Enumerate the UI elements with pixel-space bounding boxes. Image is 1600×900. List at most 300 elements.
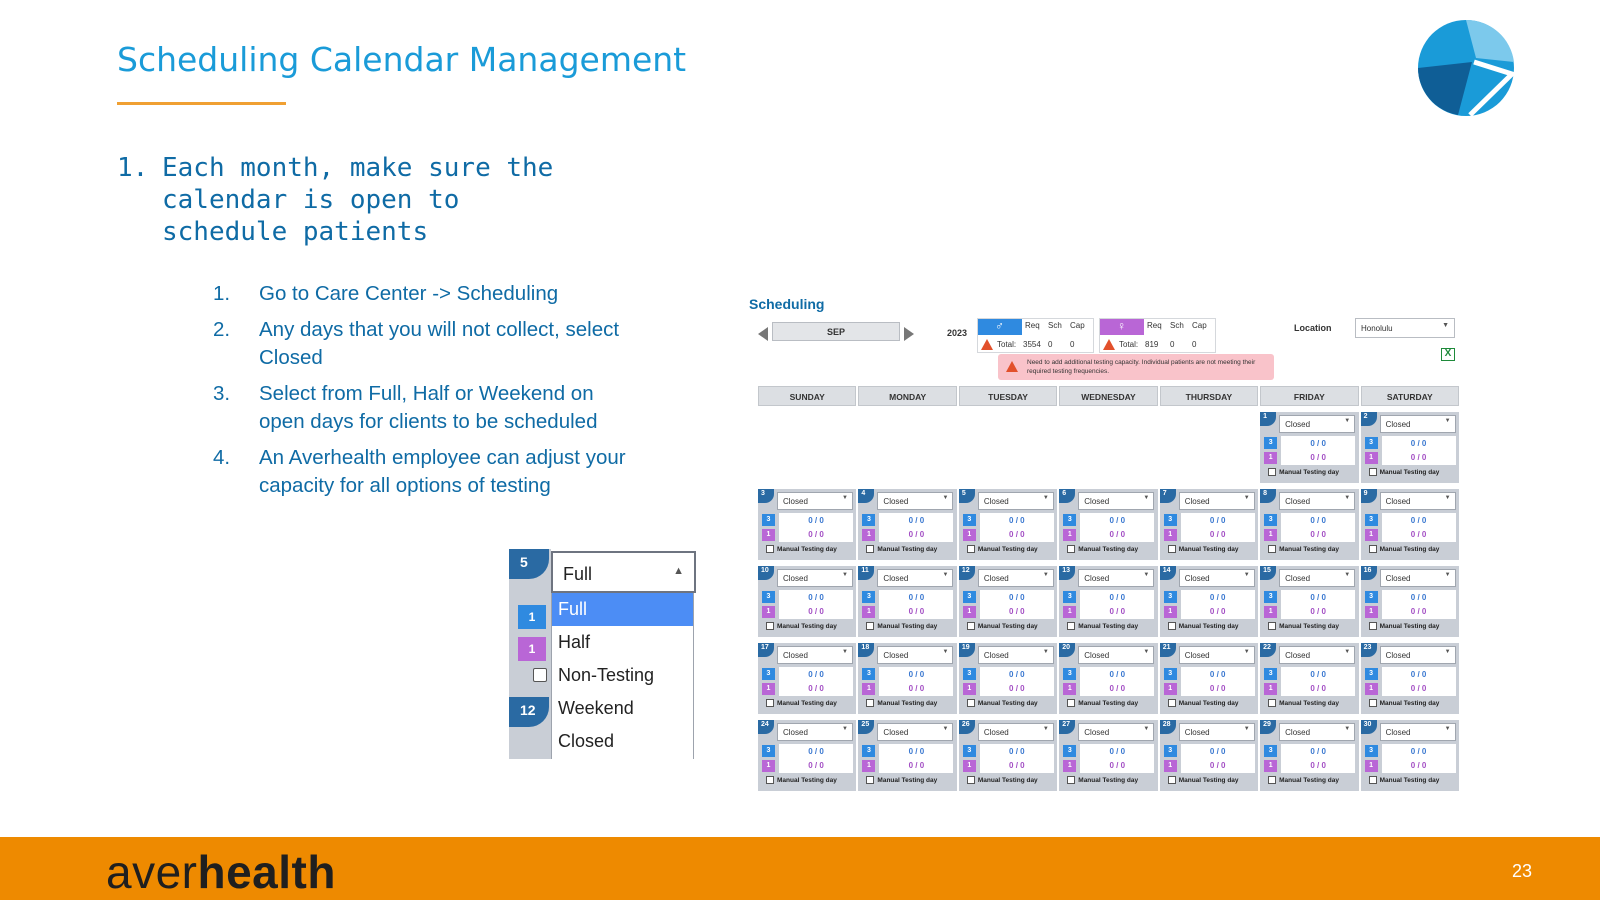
manual-testing-label: Manual Testing day xyxy=(1379,545,1440,553)
capacity-values xyxy=(1181,590,1255,619)
male-capacity-badge: 3 xyxy=(762,591,775,603)
male-capacity-badge: 3 xyxy=(762,514,775,526)
manual-testing-toggle[interactable] xyxy=(866,776,937,784)
capacity-options-list xyxy=(551,593,694,759)
manual-testing-checkbox[interactable] xyxy=(967,699,975,707)
day-number: 27 xyxy=(1059,720,1075,734)
capacity-select[interactable] xyxy=(551,551,696,593)
female-total-label: Total: xyxy=(1119,340,1139,349)
manual-testing-checkbox[interactable] xyxy=(866,776,874,784)
day-status-value: Closed xyxy=(883,651,909,660)
female-capacity-badge: 1 xyxy=(862,683,875,695)
calendar-day-cell xyxy=(1260,643,1358,714)
day-of-week-header: SUNDAY xyxy=(758,386,856,406)
manual-testing-toggle[interactable] xyxy=(766,545,837,553)
day-number: 4 xyxy=(858,489,874,503)
day-number: 29 xyxy=(1260,720,1276,734)
manual-testing-label: Manual Testing day xyxy=(877,776,938,784)
female-capacity-badge: 1 xyxy=(963,760,976,772)
day-status-select[interactable] xyxy=(1380,492,1456,510)
calendar-empty-cell xyxy=(959,412,1057,483)
manual-testing-checkbox[interactable] xyxy=(1168,776,1176,784)
capacity-values xyxy=(1080,590,1154,619)
male-capacity-value: 0 / 0 xyxy=(1009,670,1025,679)
manual-testing-toggle[interactable] xyxy=(967,622,1038,630)
manual-testing-label: Manual Testing day xyxy=(1178,622,1239,630)
capacity-values xyxy=(1281,436,1355,465)
scheduling-heading: Scheduling xyxy=(749,296,825,312)
day-status-select[interactable] xyxy=(877,569,953,587)
female-req-header: Req xyxy=(1147,321,1162,330)
calendar-empty-cell xyxy=(858,412,956,483)
manual-testing-checkbox[interactable] xyxy=(866,622,874,630)
manual-testing-toggle[interactable] xyxy=(766,776,837,784)
calendar-day-cell xyxy=(1361,566,1459,637)
calendar-empty-cell xyxy=(1160,412,1258,483)
scheduling-panel xyxy=(744,294,1477,792)
manual-testing-checkbox[interactable] xyxy=(1369,622,1377,630)
male-capacity-value: 0 / 0 xyxy=(1009,516,1025,525)
day-number: 30 xyxy=(1361,720,1377,734)
male-capacity-value: 0 / 0 xyxy=(1209,516,1226,525)
manual-testing-toggle[interactable] xyxy=(1268,776,1339,784)
day-status-select[interactable] xyxy=(877,492,953,510)
manual-testing-toggle[interactable] xyxy=(1369,622,1440,630)
manual-testing-toggle[interactable] xyxy=(967,776,1038,784)
manual-testing-toggle[interactable] xyxy=(866,545,937,553)
day-status-value: Closed xyxy=(1385,651,1411,660)
day-of-week-header: MONDAY xyxy=(858,386,956,406)
male-capacity-badge: 3 xyxy=(1264,745,1277,757)
manual-testing-toggle[interactable] xyxy=(1268,622,1339,630)
chevron-down-icon: ▼ xyxy=(1344,649,1351,655)
day-status-select[interactable] xyxy=(1279,415,1355,433)
manual-testing-toggle[interactable] xyxy=(1268,468,1339,476)
day-status-select[interactable] xyxy=(877,723,953,741)
calendar-day-cell xyxy=(858,720,956,791)
inset-manual-checkbox[interactable] xyxy=(533,668,547,682)
manual-testing-label: Manual Testing day xyxy=(1279,622,1339,630)
day-status-value: Closed xyxy=(1184,497,1210,506)
female-sch-value: 0 xyxy=(1170,340,1175,349)
female-capacity-value: 0 / 0 xyxy=(1410,530,1427,539)
calendar-day-cell xyxy=(1160,720,1258,791)
female-capacity-badge: 1 xyxy=(1164,529,1177,541)
brand-logo xyxy=(106,845,336,899)
capacity-select-value: Full xyxy=(563,564,593,584)
manual-testing-checkbox[interactable] xyxy=(766,699,774,707)
location-select[interactable] xyxy=(1355,318,1455,338)
manual-testing-toggle[interactable] xyxy=(1168,776,1239,784)
day-status-value: Closed xyxy=(983,497,1009,506)
male-capacity-badge: 3 xyxy=(1164,668,1177,680)
day-status-select[interactable] xyxy=(777,492,853,510)
manual-testing-checkbox[interactable] xyxy=(1268,545,1276,553)
capacity-values xyxy=(1281,590,1355,619)
manual-testing-checkbox[interactable] xyxy=(967,776,975,784)
day-number: 21 xyxy=(1160,643,1176,657)
manual-testing-checkbox[interactable] xyxy=(1369,699,1377,707)
day-status-select[interactable] xyxy=(1078,646,1154,664)
day-status-value: Closed xyxy=(783,497,808,506)
sub-step-item xyxy=(213,444,633,500)
female-capacity-badge: 1 xyxy=(1164,683,1177,695)
day-status-select[interactable] xyxy=(777,646,853,664)
manual-testing-toggle[interactable] xyxy=(1268,545,1339,553)
calendar-day-cell xyxy=(1260,412,1358,483)
chevron-down-icon: ▼ xyxy=(1444,649,1451,655)
male-capacity-value: 0 / 0 xyxy=(908,593,925,602)
day-status-select[interactable] xyxy=(1279,569,1355,587)
calendar-day-cell xyxy=(758,643,856,714)
female-capacity-badge: 1 xyxy=(1063,529,1076,541)
manual-testing-toggle[interactable] xyxy=(1067,776,1138,784)
sub-step-number: 3. xyxy=(213,382,231,405)
day-number: 22 xyxy=(1260,643,1276,657)
day-status-select[interactable] xyxy=(1179,646,1255,664)
capacity-option[interactable]: Non-Testing xyxy=(558,665,655,685)
manual-testing-checkbox[interactable] xyxy=(1268,622,1276,630)
capacity-values xyxy=(879,744,953,773)
day-status-select[interactable] xyxy=(777,569,853,587)
chevron-down-icon: ▼ xyxy=(942,572,949,578)
manual-testing-checkbox[interactable] xyxy=(1168,545,1176,553)
day-of-week-header: WEDNESDAY xyxy=(1059,386,1157,406)
day-status-value: Closed xyxy=(1385,420,1411,429)
female-req-value: 819 xyxy=(1145,340,1159,349)
manual-testing-toggle[interactable] xyxy=(967,699,1038,707)
male-req-value: 3554 xyxy=(1023,340,1041,349)
capacity-option[interactable]: Half xyxy=(558,632,591,652)
male-capacity-value: 0 / 0 xyxy=(1009,593,1025,602)
manual-testing-checkbox[interactable] xyxy=(967,545,975,553)
male-capacity-value: 0 / 0 xyxy=(808,670,824,679)
male-capacity-value: 0 / 0 xyxy=(908,747,925,756)
inset-female-badge: 1 xyxy=(518,637,546,661)
sub-step-item xyxy=(213,380,633,436)
female-capacity-badge: 1 xyxy=(1365,529,1378,541)
manual-testing-checkbox[interactable] xyxy=(1067,699,1075,707)
manual-testing-checkbox[interactable] xyxy=(1369,776,1377,784)
manual-testing-checkbox[interactable] xyxy=(766,545,774,553)
chevron-down-icon: ▼ xyxy=(842,495,848,501)
male-capacity-badge: 3 xyxy=(1264,591,1277,603)
female-capacity-badge: 1 xyxy=(963,606,976,618)
day-status-select[interactable] xyxy=(877,646,953,664)
male-capacity-table xyxy=(977,318,1094,354)
sub-step-number: 1. xyxy=(213,282,231,305)
day-status-select[interactable] xyxy=(978,723,1054,741)
day-status-value: Closed xyxy=(1184,574,1210,583)
day-status-select[interactable] xyxy=(1179,569,1255,587)
male-capacity-value: 0 / 0 xyxy=(1209,593,1226,602)
location-select-value: Honolulu xyxy=(1361,324,1393,333)
calendar-day-cell xyxy=(858,489,956,560)
manual-testing-toggle[interactable] xyxy=(766,622,837,630)
manual-testing-toggle[interactable] xyxy=(766,699,837,707)
dropdown-zoom-inset xyxy=(509,549,702,759)
day-status-select[interactable] xyxy=(1380,723,1456,741)
day-number: 20 xyxy=(1059,643,1075,657)
capacity-option[interactable]: Closed xyxy=(558,731,615,751)
manual-testing-checkbox[interactable] xyxy=(1268,468,1276,476)
day-number: 7 xyxy=(1160,489,1176,503)
manual-testing-toggle[interactable] xyxy=(1369,468,1440,476)
male-cap-header: Cap xyxy=(1070,321,1085,330)
manual-testing-checkbox[interactable] xyxy=(1067,545,1075,553)
day-status-select[interactable] xyxy=(1279,492,1355,510)
sub-step-text: Select from Full, Half or Weekend on open days for clients to be scheduled xyxy=(259,382,598,433)
chevron-down-icon: ▼ xyxy=(1042,649,1049,655)
chevron-down-icon: ▼ xyxy=(1042,572,1049,578)
day-status-select[interactable] xyxy=(1179,492,1255,510)
capacity-values xyxy=(779,744,853,773)
day-status-select[interactable] xyxy=(978,646,1054,664)
manual-testing-label: Manual Testing day xyxy=(977,622,1038,630)
male-capacity-badge: 3 xyxy=(1264,668,1277,680)
calendar-day-cell xyxy=(1160,489,1258,560)
capacity-option[interactable]: Weekend xyxy=(558,698,634,718)
male-capacity-value: 0 / 0 xyxy=(1310,670,1326,679)
male-capacity-badge: 3 xyxy=(1264,437,1277,449)
manual-testing-label: Manual Testing day xyxy=(777,622,837,630)
female-capacity-value: 0 / 0 xyxy=(1310,530,1326,539)
capacity-values xyxy=(1181,744,1255,773)
day-number: 25 xyxy=(858,720,874,734)
female-capacity-value: 0 / 0 xyxy=(908,530,925,539)
female-capacity-value: 0 / 0 xyxy=(1310,607,1326,616)
manual-testing-label: Manual Testing day xyxy=(1178,776,1239,784)
sub-step-item xyxy=(213,316,633,372)
male-capacity-badge: 3 xyxy=(1365,668,1378,680)
male-capacity-badge: 3 xyxy=(1264,514,1277,526)
male-capacity-value: 0 / 0 xyxy=(1310,593,1326,602)
day-status-value: Closed xyxy=(1385,574,1411,583)
day-number: 16 xyxy=(1361,566,1377,580)
day-number: 28 xyxy=(1160,720,1176,734)
main-step-text: Each month, make sure the calendar is open to schedule patients xyxy=(162,153,554,247)
manual-testing-label: Manual Testing day xyxy=(1379,622,1440,630)
day-status-value: Closed xyxy=(783,651,808,660)
capacity-values xyxy=(779,590,853,619)
male-capacity-badge: 3 xyxy=(1063,591,1076,603)
manual-testing-label: Manual Testing day xyxy=(777,699,837,707)
female-capacity-badge: 1 xyxy=(762,606,775,618)
female-capacity-value: 0 / 0 xyxy=(1209,761,1226,770)
male-total-label: Total: xyxy=(997,340,1017,349)
day-status-select[interactable] xyxy=(1179,723,1255,741)
main-instruction xyxy=(117,152,587,248)
day-number: 23 xyxy=(1361,643,1377,657)
male-capacity-badge: 3 xyxy=(1164,591,1177,603)
day-number: 13 xyxy=(1059,566,1075,580)
manual-testing-toggle[interactable] xyxy=(1168,622,1239,630)
manual-testing-label: Manual Testing day xyxy=(1379,468,1440,476)
manual-testing-toggle[interactable] xyxy=(1168,545,1239,553)
manual-testing-toggle[interactable] xyxy=(1369,545,1440,553)
manual-testing-checkbox[interactable] xyxy=(1067,622,1075,630)
manual-testing-checkbox[interactable] xyxy=(1067,776,1075,784)
warning-icon xyxy=(1103,339,1115,350)
male-capacity-badge: 3 xyxy=(1164,514,1177,526)
sub-step-number: 2. xyxy=(213,318,231,341)
manual-testing-label: Manual Testing day xyxy=(1178,545,1239,553)
male-capacity-badge: 3 xyxy=(862,745,875,757)
capacity-values xyxy=(1382,513,1456,542)
manual-testing-checkbox[interactable] xyxy=(866,699,874,707)
manual-testing-label: Manual Testing day xyxy=(1078,699,1139,707)
male-capacity-value: 0 / 0 xyxy=(1410,593,1427,602)
capacity-values xyxy=(1382,436,1456,465)
day-status-select[interactable] xyxy=(978,569,1054,587)
female-capacity-badge: 1 xyxy=(1063,683,1076,695)
manual-testing-label: Manual Testing day xyxy=(1379,699,1440,707)
manual-testing-checkbox[interactable] xyxy=(1268,776,1276,784)
male-capacity-value: 0 / 0 xyxy=(908,516,925,525)
female-capacity-value: 0 / 0 xyxy=(808,684,824,693)
manual-testing-checkbox[interactable] xyxy=(1369,545,1377,553)
female-capacity-badge: 1 xyxy=(762,760,775,772)
female-capacity-value: 0 / 0 xyxy=(1009,530,1025,539)
male-capacity-value: 0 / 0 xyxy=(908,670,925,679)
capacity-values xyxy=(1281,513,1355,542)
male-capacity-value: 0 / 0 xyxy=(1109,747,1126,756)
male-capacity-badge: 3 xyxy=(762,745,775,757)
chevron-down-icon: ▼ xyxy=(1042,726,1049,732)
day-status-value: Closed xyxy=(783,728,808,737)
calendar-day-cell xyxy=(1059,643,1157,714)
male-capacity-value: 0 / 0 xyxy=(1209,747,1226,756)
manual-testing-checkbox[interactable] xyxy=(1369,468,1377,476)
female-capacity-badge: 1 xyxy=(862,606,875,618)
day-status-value: Closed xyxy=(983,574,1009,583)
manual-testing-checkbox[interactable] xyxy=(1168,622,1176,630)
manual-testing-toggle[interactable] xyxy=(866,622,937,630)
capacity-values xyxy=(1080,744,1154,773)
female-capacity-value: 0 / 0 xyxy=(808,530,824,539)
female-capacity-value: 0 / 0 xyxy=(1310,453,1326,462)
capacity-option[interactable]: Full xyxy=(552,593,693,626)
female-capacity-value: 0 / 0 xyxy=(808,761,824,770)
calendar-day-cell xyxy=(758,489,856,560)
manual-testing-checkbox[interactable] xyxy=(766,622,774,630)
day-status-select[interactable] xyxy=(1380,569,1456,587)
day-number: 18 xyxy=(858,643,874,657)
manual-testing-toggle[interactable] xyxy=(1369,776,1440,784)
manual-testing-toggle[interactable] xyxy=(1067,545,1138,553)
chevron-down-icon: ▼ xyxy=(1344,495,1351,501)
manual-testing-label: Manual Testing day xyxy=(1279,468,1339,476)
day-status-select[interactable] xyxy=(1380,646,1456,664)
next-month-icon[interactable] xyxy=(904,327,914,341)
inset-day-number: 5 xyxy=(509,549,549,579)
day-number: 26 xyxy=(959,720,975,734)
slide-title: Scheduling Calendar Management xyxy=(117,40,687,79)
company-logo-icon xyxy=(1414,18,1518,118)
day-status-value: Closed xyxy=(1184,651,1210,660)
calendar-day-cell xyxy=(1361,643,1459,714)
manual-testing-checkbox[interactable] xyxy=(967,622,975,630)
year-display: 2023 xyxy=(947,328,968,338)
manual-testing-toggle[interactable] xyxy=(1067,622,1138,630)
capacity-values xyxy=(980,513,1054,542)
manual-testing-checkbox[interactable] xyxy=(1268,699,1276,707)
day-of-week-header: THURSDAY xyxy=(1160,386,1258,406)
female-capacity-badge: 1 xyxy=(963,529,976,541)
male-capacity-value: 0 / 0 xyxy=(1410,516,1427,525)
day-number: 3 xyxy=(758,489,774,503)
day-status-select[interactable] xyxy=(1078,723,1154,741)
female-capacity-value: 0 / 0 xyxy=(1109,607,1126,616)
calendar-day-cell xyxy=(1260,720,1358,791)
calendar-day-cell xyxy=(758,720,856,791)
manual-testing-checkbox[interactable] xyxy=(866,545,874,553)
sub-step-text: Any days that you will not collect, select Closed xyxy=(259,318,620,369)
female-capacity-value: 0 / 0 xyxy=(1310,684,1326,693)
day-status-select[interactable] xyxy=(1078,492,1154,510)
manual-testing-toggle[interactable] xyxy=(1268,699,1339,707)
chevron-down-icon: ▼ xyxy=(1243,572,1250,578)
prev-month-icon[interactable] xyxy=(758,327,768,341)
day-status-select[interactable] xyxy=(777,723,853,741)
manual-testing-toggle[interactable] xyxy=(1369,699,1440,707)
female-capacity-badge: 1 xyxy=(1063,606,1076,618)
day-status-select[interactable] xyxy=(978,492,1054,510)
day-status-select[interactable] xyxy=(1279,723,1355,741)
manual-testing-checkbox[interactable] xyxy=(1168,699,1176,707)
manual-testing-toggle[interactable] xyxy=(866,699,937,707)
manual-testing-toggle[interactable] xyxy=(1067,699,1138,707)
male-capacity-badge: 3 xyxy=(963,591,976,603)
capacity-values xyxy=(879,590,953,619)
female-capacity-value: 0 / 0 xyxy=(1410,453,1427,462)
manual-testing-checkbox[interactable] xyxy=(766,776,774,784)
calendar-day-cell xyxy=(1361,489,1459,560)
manual-testing-label: Manual Testing day xyxy=(1078,776,1139,784)
manual-testing-toggle[interactable] xyxy=(967,545,1038,553)
sub-step-number: 4. xyxy=(213,446,231,469)
day-status-select[interactable] xyxy=(1078,569,1154,587)
female-capacity-badge: 1 xyxy=(762,529,775,541)
manual-testing-toggle[interactable] xyxy=(1168,699,1239,707)
chevron-down-icon: ▼ xyxy=(1243,726,1250,732)
chevron-down-icon: ▼ xyxy=(1442,322,1449,329)
female-capacity-value: 0 / 0 xyxy=(1109,684,1126,693)
capacity-values xyxy=(779,667,853,696)
male-capacity-value: 0 / 0 xyxy=(1310,439,1326,448)
chevron-down-icon: ▼ xyxy=(942,495,949,501)
day-status-value: Closed xyxy=(1385,497,1411,506)
male-capacity-badge: 3 xyxy=(963,668,976,680)
day-number: 2 xyxy=(1361,412,1377,426)
excel-export-icon[interactable]: X xyxy=(1441,348,1455,361)
female-capacity-value: 0 / 0 xyxy=(908,607,925,616)
day-number: 9 xyxy=(1361,489,1377,503)
location-label: Location xyxy=(1294,323,1332,333)
capacity-values xyxy=(879,513,953,542)
day-status-value: Closed xyxy=(883,728,909,737)
day-number: 8 xyxy=(1260,489,1276,503)
female-capacity-value: 0 / 0 xyxy=(1410,761,1427,770)
female-capacity-value: 0 / 0 xyxy=(908,761,925,770)
day-status-select[interactable] xyxy=(1279,646,1355,664)
male-capacity-value: 0 / 0 xyxy=(808,593,824,602)
day-status-select[interactable] xyxy=(1380,415,1456,433)
capacity-values xyxy=(879,667,953,696)
female-capacity-badge: 1 xyxy=(862,760,875,772)
chevron-down-icon: ▼ xyxy=(1444,572,1451,578)
chevron-down-icon: ▼ xyxy=(1444,418,1451,424)
